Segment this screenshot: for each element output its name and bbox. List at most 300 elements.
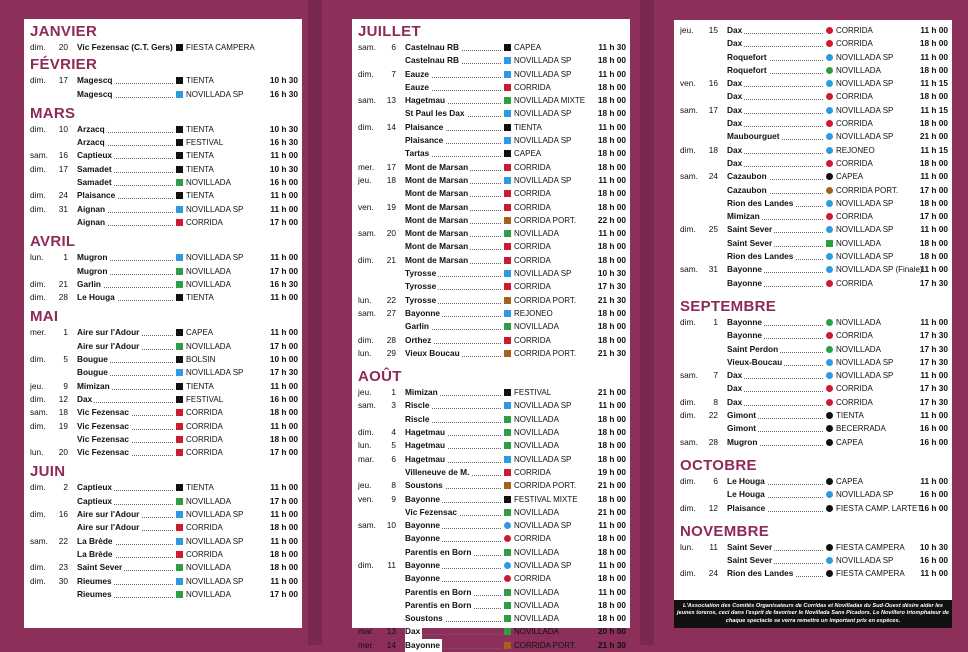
event-place: Bougue bbox=[77, 366, 110, 379]
event-type: CORRIDA PORT. bbox=[836, 185, 899, 195]
event-weekday: dim. bbox=[30, 203, 46, 214]
category-square-icon bbox=[176, 219, 183, 226]
event-time: 11 h 30 bbox=[598, 42, 626, 52]
category-dot-icon bbox=[826, 439, 833, 446]
event-row bbox=[358, 532, 626, 545]
event-type: REJONEO bbox=[514, 308, 553, 318]
event-day-number: 20 bbox=[386, 228, 396, 239]
category-square-icon bbox=[504, 642, 511, 649]
event-row bbox=[30, 446, 298, 459]
event-row bbox=[30, 481, 298, 494]
event-type: TIENTA bbox=[186, 191, 214, 201]
category-square-icon bbox=[504, 84, 511, 91]
category-dot-icon bbox=[826, 346, 833, 353]
category-dot-icon bbox=[826, 557, 833, 564]
event-place: Bayonne bbox=[727, 329, 764, 342]
category-square-icon bbox=[504, 615, 511, 622]
event-type: NOVILLADA SP bbox=[836, 490, 894, 500]
event-row bbox=[358, 320, 626, 333]
event-time: 18 h 00 bbox=[597, 334, 626, 345]
footer-note: L'Association des Comités Organisateurs de Corridas et Novilladas du Sud-Ouest désire aider les jeunes toreros, ceci dans l'esprit de favoriser le Novillada Sans Picadors. Le Novillero triomphateur de chaque spectacle se verra remettre un important prix en espèces. bbox=[674, 600, 952, 628]
event-row bbox=[30, 291, 298, 304]
event-place: Vic Fezensac (C.T. Gers) bbox=[77, 41, 175, 54]
event-type: CORRIDA bbox=[514, 282, 551, 292]
event-place: Parentis en Born bbox=[405, 586, 473, 599]
event-time: 18 h 00 bbox=[919, 91, 948, 102]
category-square-icon bbox=[504, 270, 511, 277]
month-heading: JUIN bbox=[30, 463, 66, 481]
event-type: NOVILLADA SP bbox=[514, 401, 572, 411]
category-square-icon bbox=[504, 429, 511, 436]
category-dot-icon bbox=[826, 399, 833, 406]
event-weekday: dim. bbox=[30, 393, 46, 404]
event-place: Cazaubon bbox=[727, 184, 769, 197]
event-place: La Brède bbox=[77, 535, 115, 548]
event-day-number: 6 bbox=[391, 453, 396, 464]
event-type: NOVILLADA SP bbox=[836, 357, 894, 367]
event-time: 11 h 00 bbox=[270, 575, 298, 586]
event-day-number: 24 bbox=[58, 190, 68, 201]
category-square-icon bbox=[504, 204, 511, 211]
category-square-icon bbox=[504, 217, 511, 224]
category-square-icon bbox=[176, 591, 183, 598]
event-time: 17 h 30 bbox=[919, 343, 948, 354]
event-weekday: sam. bbox=[680, 436, 698, 447]
event-weekday: mer. bbox=[30, 327, 47, 338]
event-place: Vieux-Boucau bbox=[727, 356, 784, 369]
event-time: 11 h 00 bbox=[598, 68, 626, 79]
event-time: 17 h 30 bbox=[919, 277, 948, 288]
category-square-icon bbox=[176, 254, 183, 261]
event-place: Rion des Landes bbox=[727, 250, 795, 263]
event-place: Aire sur l'Adour bbox=[77, 340, 141, 353]
event-row bbox=[680, 409, 948, 422]
event-row bbox=[358, 599, 626, 612]
event-type: NOVILLADA bbox=[514, 547, 559, 557]
event-place: Mimizan bbox=[405, 386, 440, 399]
event-place: Eauze bbox=[405, 68, 431, 81]
event-time: 17 h 00 bbox=[919, 184, 948, 195]
event-row bbox=[680, 436, 948, 449]
event-type: NOVILLADA bbox=[514, 428, 559, 438]
event-place: Dax bbox=[727, 117, 744, 130]
event-time: 18 h 00 bbox=[597, 108, 626, 119]
event-time: 11 h 00 bbox=[270, 292, 298, 303]
event-row bbox=[358, 625, 626, 638]
event-time: 11 h 00 bbox=[598, 228, 626, 239]
event-row bbox=[30, 74, 298, 87]
event-place: Dax bbox=[727, 90, 744, 103]
event-time: 18 h 00 bbox=[269, 433, 298, 444]
event-type: CORRIDA bbox=[514, 335, 551, 345]
event-place: Bayonne bbox=[405, 559, 442, 572]
category-dot-icon bbox=[826, 160, 833, 167]
event-place: Bayonne bbox=[405, 307, 442, 320]
category-square-icon bbox=[176, 294, 183, 301]
event-place: Plaisance bbox=[727, 502, 767, 515]
event-day-number: 24 bbox=[708, 568, 718, 579]
event-weekday: dim. bbox=[30, 278, 46, 289]
event-type: CAPEA bbox=[186, 328, 214, 338]
event-row bbox=[30, 123, 298, 136]
event-time: 17 h 00 bbox=[269, 340, 298, 351]
event-place: Aire sur l'Adour bbox=[77, 521, 141, 534]
event-row bbox=[680, 382, 948, 395]
event-type: CORRIDA bbox=[514, 162, 551, 172]
event-time: 11 h 00 bbox=[920, 568, 948, 579]
event-type: CORRIDA bbox=[836, 384, 873, 394]
event-time: 11 h 00 bbox=[598, 174, 626, 185]
event-place: Soustons bbox=[405, 612, 445, 625]
event-time: 21 h 00 bbox=[919, 131, 948, 142]
category-square-icon bbox=[176, 44, 183, 51]
event-place: Dax bbox=[77, 393, 94, 406]
event-day-number: 23 bbox=[58, 562, 68, 573]
event-place: Riscle bbox=[405, 413, 431, 426]
event-type: NOVILLADA SP bbox=[836, 371, 894, 381]
event-row bbox=[358, 572, 626, 585]
event-type: CORRIDA PORT. bbox=[514, 481, 577, 491]
event-type: NOVILLADA SP bbox=[836, 198, 894, 208]
event-type: NOVILLADA SP (Finale) bbox=[836, 265, 923, 275]
event-weekday: sam. bbox=[680, 104, 698, 115]
event-type: CAPEA bbox=[836, 437, 864, 447]
event-time: 11 h 00 bbox=[920, 171, 948, 182]
event-type: CORRIDA bbox=[836, 212, 873, 222]
category-square-icon bbox=[176, 524, 183, 531]
event-type: CORRIDA bbox=[514, 242, 551, 252]
event-row bbox=[680, 64, 948, 77]
event-time: 10 h 30 bbox=[269, 123, 298, 134]
event-row bbox=[358, 161, 626, 174]
category-square-icon bbox=[176, 268, 183, 275]
event-row bbox=[358, 187, 626, 200]
event-type: NOVILLADA SP bbox=[186, 204, 244, 214]
event-day-number: 28 bbox=[708, 436, 718, 447]
event-row bbox=[680, 197, 948, 210]
category-dot-icon bbox=[826, 359, 833, 366]
event-weekday: dim. bbox=[358, 334, 374, 345]
event-place: Bayonne bbox=[727, 277, 764, 290]
event-time: 11 h 00 bbox=[270, 380, 298, 391]
event-type: NOVILLADA bbox=[186, 178, 231, 188]
event-type: CAPEA bbox=[514, 43, 542, 52]
event-time: 11 h 00 bbox=[920, 316, 948, 327]
event-day-number: 16 bbox=[58, 509, 68, 520]
event-day-number: 17 bbox=[58, 163, 68, 174]
event-place: Bayonne bbox=[405, 493, 442, 506]
event-day-number: 21 bbox=[386, 254, 396, 265]
event-type: TIENTA bbox=[186, 164, 214, 174]
event-place: Eauze bbox=[405, 81, 431, 94]
month-heading: JUILLET bbox=[358, 23, 421, 40]
event-day-number: 16 bbox=[708, 78, 718, 89]
event-row bbox=[30, 588, 298, 601]
event-row bbox=[30, 366, 298, 379]
category-dot-icon bbox=[826, 67, 833, 74]
event-type: CAPEA bbox=[514, 149, 542, 159]
category-dot-icon bbox=[826, 27, 833, 34]
event-day-number: 22 bbox=[386, 294, 396, 305]
event-day-number: 14 bbox=[386, 639, 396, 650]
event-weekday: jeu. bbox=[680, 25, 694, 35]
event-time: 18 h 00 bbox=[597, 188, 626, 199]
event-row bbox=[358, 639, 626, 652]
event-type: NOVILLADA bbox=[836, 317, 881, 327]
event-day-number: 25 bbox=[708, 224, 718, 235]
event-place: Garlin bbox=[405, 320, 431, 333]
event-weekday: dim. bbox=[680, 410, 696, 421]
event-place: Orthez bbox=[405, 334, 433, 347]
event-row bbox=[30, 176, 298, 189]
event-row bbox=[30, 393, 298, 406]
event-weekday: dim. bbox=[358, 559, 374, 570]
event-day-number: 20 bbox=[58, 42, 68, 52]
event-time: 11 h 00 bbox=[920, 370, 948, 381]
event-time: 18 h 00 bbox=[597, 533, 626, 544]
event-day-number: 21 bbox=[58, 278, 68, 289]
event-time: 11 h 00 bbox=[920, 475, 948, 486]
event-type: CORRIDA bbox=[514, 574, 551, 584]
event-weekday: lun. bbox=[358, 294, 372, 305]
event-weekday: jeu. bbox=[358, 387, 372, 398]
event-type: NOVILLADA SP bbox=[836, 79, 894, 89]
category-dot-icon bbox=[504, 535, 511, 542]
event-type: NOVILLADA SP bbox=[514, 136, 572, 146]
event-place: Gimont bbox=[727, 422, 758, 435]
event-row bbox=[358, 107, 626, 120]
event-weekday: dim. bbox=[30, 420, 46, 431]
event-type: NOVILLADA bbox=[514, 587, 559, 597]
event-time: 18 h 00 bbox=[269, 407, 298, 418]
event-time: 11 h 00 bbox=[598, 586, 626, 597]
event-type: TIENTA bbox=[186, 124, 214, 134]
event-time: 11 h 00 bbox=[270, 327, 298, 338]
category-square-icon bbox=[176, 538, 183, 545]
event-place: Plaisance bbox=[405, 121, 445, 134]
event-type: CORRIDA bbox=[186, 421, 223, 431]
event-row bbox=[358, 439, 626, 452]
event-place: Hagetmau bbox=[405, 439, 447, 452]
category-square-icon bbox=[504, 110, 511, 117]
category-square-icon bbox=[504, 509, 511, 516]
category-dot-icon bbox=[826, 332, 833, 339]
event-place: Vic Fezensac bbox=[77, 420, 131, 433]
event-type: TIENTA bbox=[186, 293, 214, 303]
event-weekday: dim. bbox=[358, 68, 374, 79]
event-row bbox=[30, 508, 298, 521]
event-place: Tyrosse bbox=[405, 267, 438, 280]
event-day-number: 6 bbox=[713, 475, 718, 486]
event-time: 18 h 00 bbox=[269, 548, 298, 559]
event-time: 18 h 00 bbox=[919, 237, 948, 248]
event-row bbox=[30, 251, 298, 264]
event-row bbox=[680, 157, 948, 170]
event-time: 21 h 30 bbox=[597, 639, 626, 650]
event-type: NOVILLADA SP bbox=[514, 521, 572, 531]
category-square-icon bbox=[504, 164, 511, 171]
event-weekday: dim. bbox=[358, 254, 374, 265]
event-row bbox=[358, 493, 626, 506]
event-place: Parentis en Born bbox=[405, 546, 473, 559]
event-place: Aignan bbox=[77, 216, 107, 229]
category-square-icon bbox=[504, 469, 511, 476]
event-place: Bayonne bbox=[405, 532, 442, 545]
event-weekday: dim. bbox=[30, 163, 46, 174]
event-type: NOVILLADA bbox=[514, 322, 559, 332]
event-place: Vieux Boucau bbox=[405, 347, 462, 360]
event-weekday: sam. bbox=[358, 42, 376, 52]
event-type: CORRIDA bbox=[836, 331, 873, 341]
event-type: FESTIVAL bbox=[514, 388, 552, 398]
event-day-number: 10 bbox=[58, 123, 68, 134]
event-place: Saint Sever bbox=[727, 223, 774, 236]
event-time: 16 h 00 bbox=[919, 555, 948, 566]
event-weekday: dim. bbox=[30, 190, 46, 201]
category-square-icon bbox=[504, 124, 511, 131]
event-time: 11 h 00 bbox=[598, 121, 626, 132]
event-time: 18 h 00 bbox=[597, 599, 626, 610]
event-time: 18 h 00 bbox=[919, 64, 948, 75]
event-row bbox=[358, 546, 626, 559]
category-square-icon bbox=[504, 482, 511, 489]
event-day-number: 2 bbox=[63, 482, 68, 493]
category-square-icon bbox=[504, 190, 511, 197]
event-type: CORRIDA bbox=[836, 119, 873, 129]
event-weekday: sam. bbox=[358, 307, 376, 318]
event-place: Tyrosse bbox=[405, 294, 438, 307]
category-dot-icon bbox=[826, 133, 833, 140]
category-square-icon bbox=[176, 449, 183, 456]
event-time: 11 h 00 bbox=[920, 224, 948, 235]
event-weekday: dim. bbox=[30, 75, 46, 86]
event-row bbox=[680, 422, 948, 435]
event-weekday: sam. bbox=[30, 407, 48, 418]
category-square-icon bbox=[176, 484, 183, 491]
event-place: Aire sur l'Adour bbox=[77, 508, 141, 521]
event-weekday: dim. bbox=[358, 121, 374, 132]
event-place: Bayonne bbox=[727, 263, 764, 276]
event-type: NOVILLADA bbox=[186, 563, 231, 573]
event-time: 17 h 30 bbox=[269, 367, 298, 378]
event-place: Saint Sever bbox=[77, 561, 124, 574]
category-dot-icon bbox=[826, 412, 833, 419]
event-type: NOVILLADA SP bbox=[514, 560, 572, 570]
event-time: 11 h 00 bbox=[920, 25, 948, 35]
event-type: NOVILLADA SP bbox=[836, 556, 894, 566]
category-square-icon bbox=[504, 177, 511, 184]
category-dot-icon bbox=[826, 491, 833, 498]
event-type: CORRIDA bbox=[514, 534, 551, 544]
event-weekday: mar. bbox=[358, 453, 375, 464]
month-heading: MARS bbox=[30, 104, 76, 122]
event-type: NOVILLADA bbox=[514, 441, 559, 451]
event-row bbox=[680, 51, 948, 64]
event-row bbox=[358, 386, 626, 399]
category-square-icon bbox=[504, 456, 511, 463]
event-time: 18 h 00 bbox=[597, 201, 626, 212]
event-row bbox=[30, 535, 298, 548]
event-row bbox=[680, 343, 948, 356]
event-row bbox=[680, 316, 948, 329]
event-row bbox=[30, 521, 298, 534]
event-time: 17 h 00 bbox=[269, 265, 298, 276]
event-type: NOVILLADA SP bbox=[514, 56, 572, 66]
event-place: Villeneuve de M. bbox=[405, 466, 471, 479]
event-time: 18 h 00 bbox=[597, 148, 626, 159]
event-time: 11 h 15 bbox=[920, 104, 948, 115]
event-weekday: dim. bbox=[680, 475, 696, 486]
event-weekday: dim. bbox=[30, 575, 46, 586]
event-place: Mont de Marsan bbox=[405, 214, 470, 227]
event-place: Arzacq bbox=[77, 136, 107, 149]
event-type: CORRIDA bbox=[836, 39, 873, 49]
event-row bbox=[30, 326, 298, 339]
event-time: 17 h 30 bbox=[919, 330, 948, 341]
event-type: NOVILLADA SP bbox=[186, 510, 244, 520]
event-row bbox=[30, 420, 298, 433]
category-dot-icon bbox=[826, 425, 833, 432]
event-place: Vic Fezensac bbox=[77, 406, 131, 419]
event-day-number: 28 bbox=[58, 292, 68, 303]
event-time: 11 h 00 bbox=[920, 410, 948, 421]
event-weekday: ven. bbox=[358, 201, 374, 212]
event-place: Dax bbox=[727, 144, 744, 157]
event-weekday: lun. bbox=[30, 252, 44, 263]
category-dot-icon bbox=[826, 505, 833, 512]
event-type: NOVILLADA SP bbox=[514, 454, 572, 464]
event-row bbox=[680, 210, 948, 223]
event-type: NOVILLADA SP bbox=[836, 252, 894, 262]
event-time: 11 h 00 bbox=[270, 252, 298, 263]
category-square-icon bbox=[504, 337, 511, 344]
event-row bbox=[358, 612, 626, 625]
event-row bbox=[30, 561, 298, 574]
event-time: 16 h 00 bbox=[269, 177, 298, 188]
event-place: Plaisance bbox=[77, 189, 117, 202]
event-place: Hagetmau bbox=[405, 94, 447, 107]
event-day-number: 17 bbox=[386, 161, 396, 172]
event-type: NOVILLADA bbox=[514, 627, 559, 637]
event-day-number: 9 bbox=[63, 380, 68, 391]
event-day-number: 11 bbox=[387, 559, 396, 570]
event-row bbox=[358, 81, 626, 94]
event-row bbox=[30, 88, 298, 101]
event-day-number: 5 bbox=[391, 440, 396, 451]
event-time: 18 h 00 bbox=[597, 613, 626, 624]
event-type: TIENTA bbox=[186, 483, 214, 493]
event-row bbox=[358, 426, 626, 439]
event-row bbox=[358, 559, 626, 572]
event-row bbox=[358, 41, 626, 54]
category-square-icon bbox=[504, 389, 511, 396]
event-time: 16 h 00 bbox=[919, 489, 948, 500]
event-day-number: 22 bbox=[58, 535, 68, 546]
event-type: CAPEA bbox=[836, 172, 864, 182]
month-heading: OCTOBRE bbox=[680, 456, 757, 474]
event-day-number: 18 bbox=[386, 174, 396, 185]
event-type: CORRIDA bbox=[836, 26, 873, 35]
category-square-icon bbox=[176, 91, 183, 98]
event-weekday: dim. bbox=[30, 562, 46, 573]
event-day-number: 30 bbox=[58, 575, 68, 586]
event-time: 16 h 30 bbox=[269, 88, 298, 99]
event-time: 18 h 00 bbox=[597, 55, 626, 66]
event-time: 11 h 15 bbox=[920, 144, 948, 155]
category-square-icon bbox=[504, 57, 511, 64]
event-place: Aignan bbox=[77, 203, 107, 216]
category-dot-icon bbox=[826, 54, 833, 61]
